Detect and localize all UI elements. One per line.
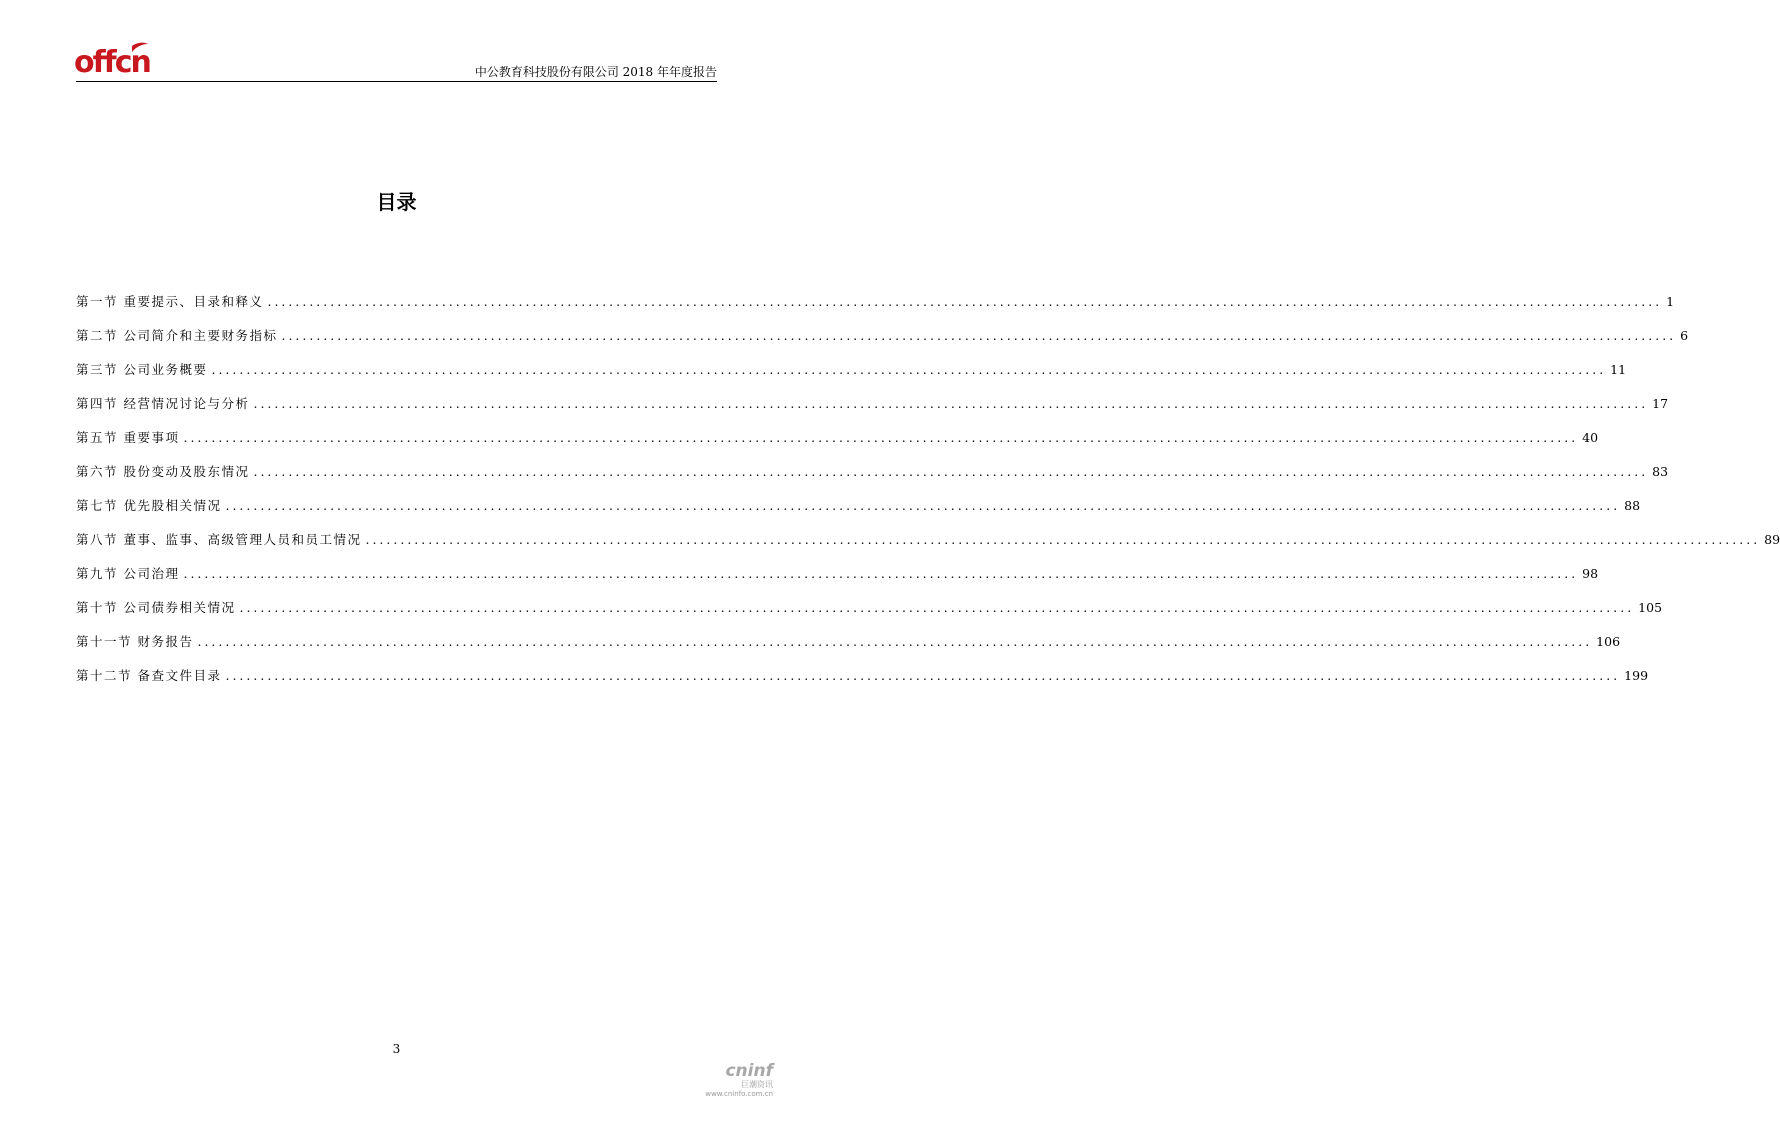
- toc-leader-dots: ........................................................................................................................................................................................................: [197, 634, 1593, 649]
- toc-item[interactable]: [76, 326, 1689, 360]
- toc-item-page: 83: [1652, 464, 1669, 479]
- toc-leader-dots: ........................................................................................................................................................................................................: [225, 498, 1621, 513]
- logo-text: offcn: [74, 45, 150, 80]
- toc-item-label: 第五节 重要事项: [76, 430, 180, 445]
- toc-leader-dots: ........................................................................................................................................................................................................: [253, 396, 1649, 411]
- toc-item-label: 第七节 优先股相关情况: [76, 498, 222, 513]
- header-divider: [76, 81, 717, 82]
- toc-leader-dots: ........................................................................................................................................................................................................: [267, 294, 1663, 309]
- page-number: 3: [392, 1042, 401, 1056]
- toc-item-label: 第十一节 财务报告: [76, 634, 194, 649]
- cninfo-url: www.cninfo.com.cn: [705, 1090, 773, 1098]
- toc-item-page: 199: [1624, 668, 1649, 683]
- toc-item-page: 11: [1610, 362, 1627, 377]
- toc-leader-dots: ........................................................................................................................................................................................................: [183, 566, 1579, 581]
- toc-item-page: 17: [1652, 396, 1669, 411]
- toc-item-page: 1: [1666, 294, 1675, 309]
- toc-leader-dots: ........................................................................................................................................................................................................: [253, 464, 1649, 479]
- toc-leader-dots: ........................................................................................................................................................................................................: [239, 600, 1635, 615]
- toc-item[interactable]: [76, 496, 1641, 530]
- offcn-logo: [74, 40, 154, 80]
- toc-leader-dots: ........................................................................................................................................................................................................: [365, 532, 1761, 547]
- toc-item[interactable]: [76, 666, 1649, 700]
- toc-item-label: 第六节 股份变动及股东情况: [76, 464, 250, 479]
- toc-item-label: 第十二节 备查文件目录: [76, 668, 222, 683]
- report-header-title: 中公教育科技股份有限公司 2018 年年度报告: [474, 65, 717, 79]
- toc-leader-dots: ........................................................................................................................................................................................................: [211, 362, 1607, 377]
- toc-item-page: 6: [1680, 328, 1689, 343]
- cninfo-cn-label: 巨潮资讯: [741, 1080, 773, 1089]
- cninfo-brand: cninf: [725, 1061, 773, 1081]
- toc-item[interactable]: [76, 632, 1621, 666]
- toc-leader-dots: ........................................................................................................................................................................................................: [183, 430, 1579, 445]
- toc-leader-dots: ........................................................................................................................................................................................................: [281, 328, 1677, 343]
- toc-item-page: 40: [1582, 430, 1599, 445]
- toc-item-label: 第八节 董事、监事、高级管理人员和员工情况: [76, 532, 362, 547]
- toc-item[interactable]: [76, 564, 1599, 598]
- toc-item-page: 98: [1582, 566, 1599, 581]
- table-of-contents: [76, 292, 1780, 700]
- toc-leader-dots: ........................................................................................................................................................................................................: [225, 668, 1621, 683]
- toc-item[interactable]: [76, 292, 1675, 326]
- toc-item-page: 106: [1596, 634, 1621, 649]
- toc-item[interactable]: [76, 462, 1669, 496]
- cninfo-watermark: [683, 1062, 773, 1108]
- toc-item-label: 第四节 经营情况讨论与分析: [76, 396, 250, 411]
- toc-item-label: 第十节 公司债券相关情况: [76, 600, 236, 615]
- toc-item-page: 88: [1624, 498, 1641, 513]
- toc-item[interactable]: [76, 394, 1669, 428]
- toc-item-page: 105: [1638, 600, 1663, 615]
- toc-item-label: 第九节 公司治理: [76, 566, 180, 581]
- toc-item-label: 第一节 重要提示、目录和释义: [76, 294, 264, 309]
- toc-item[interactable]: [76, 530, 1780, 564]
- page-title: 目录: [376, 190, 417, 214]
- toc-item-label: 第二节 公司简介和主要财务指标: [76, 328, 278, 343]
- toc-item-page: 89: [1764, 532, 1780, 547]
- toc-item-label: 第三节 公司业务概要: [76, 362, 208, 377]
- toc-item[interactable]: [76, 428, 1599, 462]
- toc-item[interactable]: [76, 598, 1663, 632]
- toc-item[interactable]: [76, 360, 1627, 394]
